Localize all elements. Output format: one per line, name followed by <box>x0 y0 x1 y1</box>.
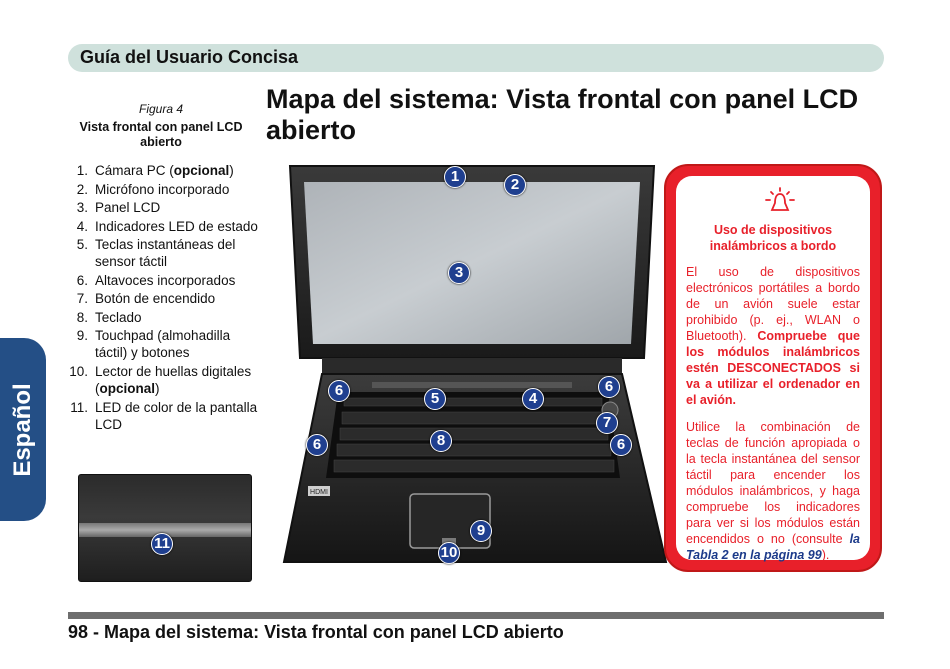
item-number: 11. <box>70 399 88 415</box>
footer-rule <box>68 612 884 619</box>
item-number: 7. <box>76 291 88 307</box>
callout-badge-1: 1 <box>444 166 466 188</box>
list-item <box>68 236 258 270</box>
header-title: Guía del Usuario Concisa <box>80 47 299 67</box>
item-number: 8. <box>76 309 88 325</box>
item-text: Lector de huellas digitales (opcional) <box>95 363 252 397</box>
item-text: Teclas instantáneas del sensor táctil <box>95 237 236 270</box>
list-item <box>68 218 258 235</box>
footer-page-label: 98 - Mapa del sistema: Vista frontal con panel LCD abierto <box>68 622 564 642</box>
item-text: Panel LCD <box>95 200 161 215</box>
page-title: Mapa del sistema: Vista frontal con panel LCD abierto <box>266 84 859 145</box>
item-number: 5. <box>76 237 88 252</box>
header-bar <box>68 44 884 72</box>
item-number: 3. <box>76 200 88 215</box>
callout-badge-8: 8 <box>430 430 452 452</box>
list-item <box>68 363 258 397</box>
laptop-illustration <box>282 160 668 580</box>
callout-badge-7: 7 <box>596 412 618 434</box>
parts-list <box>68 162 258 434</box>
callout-badge-9: 9 <box>470 520 492 542</box>
list-item <box>68 181 258 198</box>
callout-badge-2: 2 <box>504 174 526 196</box>
item-text: Micrófono incorporado <box>95 181 230 197</box>
callout-badge-11: 11 <box>151 533 173 555</box>
list-item <box>68 327 258 361</box>
laptop-drawing <box>282 160 668 580</box>
callout-badge-4: 4 <box>522 388 544 410</box>
callout-badge-6a: 6 <box>328 380 350 402</box>
callout-badge-5: 5 <box>424 388 446 410</box>
list-item <box>68 199 258 216</box>
item-text: Botón de encendido <box>95 291 216 307</box>
language-tab-label: Español <box>9 382 36 477</box>
warning-content <box>676 176 870 560</box>
hdmi-logo: HDMI <box>310 489 328 496</box>
item-number: 6. <box>76 272 88 288</box>
list-item <box>68 162 258 179</box>
callout-badge-6d: 6 <box>610 434 632 456</box>
callout-badge-6c: 6 <box>306 434 328 456</box>
callout-badge-3: 3 <box>448 262 470 284</box>
item-text: LED de color de la pantalla LCD <box>95 399 258 432</box>
wireless-warning-box <box>664 164 882 572</box>
item-number: 10. <box>69 363 88 379</box>
item-text: Teclado <box>95 309 142 325</box>
item-number: 2. <box>76 181 88 197</box>
warning-title: Uso de dispositivos inalámbricos a bordo <box>709 223 837 253</box>
wireless-warning-icon <box>763 186 797 214</box>
figure-title: Vista frontal con panel LCD abierto <box>79 120 243 149</box>
item-text: Touchpad (almohadilla táctil) y botones <box>95 328 231 361</box>
item-text: Cámara PC (opcional) <box>95 163 234 178</box>
table-reference-link[interactable]: la Tabla 2 en la página 99 <box>686 532 860 562</box>
list-item <box>68 290 258 307</box>
lcd-led-photo <box>78 474 252 582</box>
warning-paragraph-1: El uso de dispositivos electrónicos portátiles a bordo de un avión suele estar prohibido (p. ej., WLAN o Bluetooth). Compruebe que los módulos inalámbricos estén DESCONECTADOS si va a utilizar el ordenador en el avión. <box>686 265 860 407</box>
item-number: 1. <box>76 163 88 178</box>
figure-label: Figura 4 <box>138 102 184 116</box>
item-number: 4. <box>76 218 88 234</box>
warning-paragraph-2: Utilice la combinación de teclas de función apropiada o la tecla instantánea del sensor táctil para encender los módulos inalámbricos, y haga compruebe los indicadores para ver si los módulos están encendidos o no (consulte la Tabla 2 en la página 99). <box>686 420 860 562</box>
list-item <box>68 309 258 326</box>
callout-badge-6b: 6 <box>598 376 620 398</box>
list-item <box>68 399 258 433</box>
item-text: Indicadores LED de estado <box>95 218 258 234</box>
callout-badge-10: 10 <box>438 542 460 564</box>
item-number: 9. <box>76 328 88 344</box>
language-side-tab <box>0 338 46 521</box>
item-text: Altavoces incorporados <box>95 272 236 288</box>
list-item <box>68 272 258 289</box>
